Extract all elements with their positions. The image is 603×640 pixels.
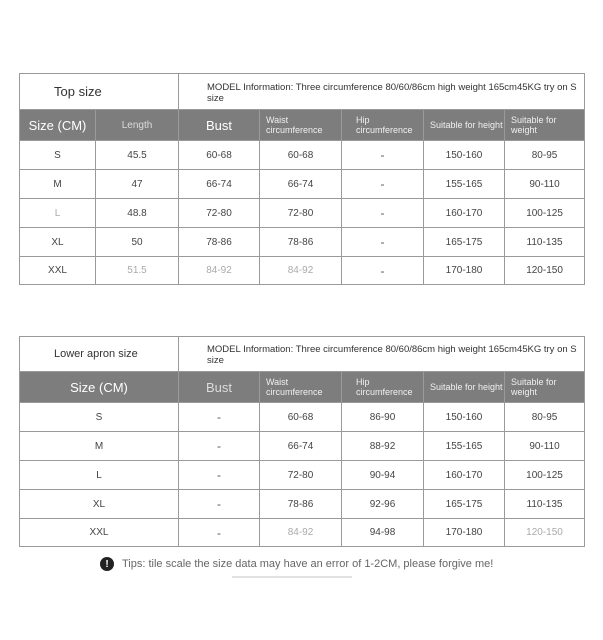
cell-weight: 110-135 [505,490,585,519]
top-header-row [20,110,585,141]
table-row [20,461,585,490]
table-row [20,403,585,432]
cell-weight: 80-95 [505,141,585,170]
cell-hip: 92-96 [342,490,424,519]
cell-height: 160-170 [424,199,505,228]
cell-size: XXL [20,257,96,285]
cell-waist: 78-86 [260,228,342,257]
cell-bust: - [179,461,260,490]
cell-height: 165-175 [424,228,505,257]
cell-hip: 86-90 [342,403,424,432]
cell-hip: 94-98 [342,519,424,547]
header-length: Length [96,110,179,141]
cell-weight: 90-110 [505,432,585,461]
cell-height: 155-165 [424,170,505,199]
cell-hip: 88-92 [342,432,424,461]
lower-header-row [20,372,585,403]
header-waist: Waist circumference [260,372,342,403]
cell-size: L [20,461,179,490]
cell-size: S [20,403,179,432]
cell-size: XL [20,490,179,519]
cell-height: 165-175 [424,490,505,519]
lower-size-title: Lower apron size [20,337,179,372]
tips-text: Tips: tile scale the size data may have an error of 1-2CM, please forgive me! [122,558,494,570]
table-row [20,228,585,257]
header-height: Suitable for height [424,372,505,403]
cell-height: 170-180 [424,257,505,285]
header-bust: Bust [179,372,260,403]
cell-size: L [20,199,96,228]
cell-height: 160-170 [424,461,505,490]
cell-bust: - [179,403,260,432]
table-row [20,141,585,170]
cell-weight: 100-125 [505,199,585,228]
lower-apron-size-table [19,336,585,547]
cell-height: 170-180 [424,519,505,547]
cell-length: 48.8 [96,199,179,228]
cell-bust: 72-80 [179,199,260,228]
cell-waist: 66-74 [260,170,342,199]
cell-weight: 120-150 [505,257,585,285]
cell-waist: 66-74 [260,432,342,461]
cell-waist: 60-68 [260,141,342,170]
cell-weight: 100-125 [505,461,585,490]
table-row [20,199,585,228]
tips-note [100,557,493,571]
cell-weight: 110-135 [505,228,585,257]
cell-waist: 84-92 [260,257,342,285]
cell-length: 50 [96,228,179,257]
cell-length: 47 [96,170,179,199]
cell-bust: - [179,519,260,547]
cell-bust: - [179,490,260,519]
cell-size: M [20,432,179,461]
table-row [20,170,585,199]
cell-hip: - [342,170,424,199]
cell-waist: 60-68 [260,403,342,432]
cell-size: S [20,141,96,170]
cell-waist: 84-92 [260,519,342,547]
cell-size: XXL [20,519,179,547]
cell-height: 155-165 [424,432,505,461]
cell-hip: - [342,228,424,257]
table-row [20,519,585,547]
cell-waist: 72-80 [260,461,342,490]
header-bust: Bust [179,110,260,141]
cell-bust: 84-92 [179,257,260,285]
header-weight: Suitable for weight [505,372,585,403]
header-size: Size (CM) [20,372,179,403]
cell-hip: - [342,257,424,285]
top-size-table [19,73,585,285]
cell-size: M [20,170,96,199]
header-hip: Hip circumference [342,110,424,141]
header-weight: Suitable for weight [505,110,585,141]
cell-waist: 78-86 [260,490,342,519]
divider [232,576,352,578]
cell-hip: 90-94 [342,461,424,490]
header-waist: Waist circumference [260,110,342,141]
cell-size: XL [20,228,96,257]
top-size-title: Top size [20,74,179,110]
cell-weight: 80-95 [505,403,585,432]
cell-bust: 60-68 [179,141,260,170]
cell-hip: - [342,199,424,228]
table-row [20,257,585,285]
cell-height: 150-160 [424,403,505,432]
cell-length: 45.5 [96,141,179,170]
cell-length: 51.5 [96,257,179,285]
table-row [20,432,585,461]
cell-weight: 120-150 [505,519,585,547]
cell-waist: 72-80 [260,199,342,228]
table-row [20,490,585,519]
cell-bust: 66-74 [179,170,260,199]
top-model-info: MODEL Information: Three circumference 80/60/86cm high weight 165cm45KG try on S size [179,74,585,110]
cell-bust: - [179,432,260,461]
header-hip: Hip circumference [342,372,424,403]
cell-bust: 78-86 [179,228,260,257]
cell-height: 150-160 [424,141,505,170]
header-height: Suitable for height [424,110,505,141]
lower-model-info: MODEL Information: Three circumference 80/60/86cm high weight 165cm45KG try on S size [179,337,585,372]
header-size: Size (CM) [20,110,96,141]
exclamation-icon: ! [100,557,114,571]
cell-hip: - [342,141,424,170]
cell-weight: 90-110 [505,170,585,199]
